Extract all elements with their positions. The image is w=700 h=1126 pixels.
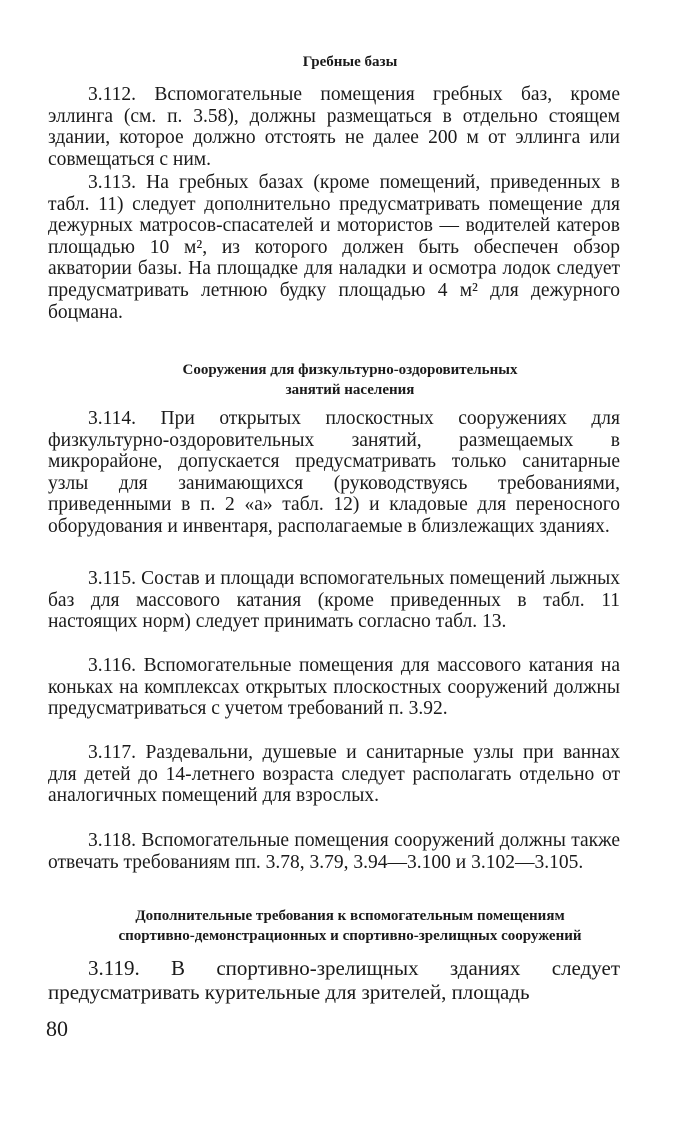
heading-line: Дополнительные требования к вспомогательным помещениям: [135, 908, 565, 924]
paragraph-3-118: [48, 830, 620, 873]
paragraph-3-116: [48, 655, 620, 720]
paragraph-text: На гребных базах (кроме помещений, приведенных в табл. 11) следует дополнительно предусматривать помещение для дежурных матросов-спасателей и мотористов — водителей катеров площадью 10 м², из которого должен быть обеспечен обзор акватории базы. На площадке для наладки и осмотра лодок следует предусматривать летнюю будку площадью 4 м² для дежурного боцмана.: [48, 172, 621, 323]
section-heading-rowing-bases: Гребные базы: [302, 54, 398, 70]
paragraph-text: При открытых плоскостных сооружениях для физкультурно-оздоровительных занятий, размещаемых в микрорайоне, допускается предусматривать только санитарные узлы для занимающихся (руководствуясь требованиями, приведенными в п. 2 «а» табл. 12) и кладовые для переносного оборудования и инвентаря, располагаемые в близлежащих зданиях.: [48, 408, 621, 537]
paragraph-number: 3.118.: [88, 830, 137, 851]
page-number: 80: [46, 1016, 68, 1041]
heading-line: Сооружения для физкультурно-оздоровительных: [182, 362, 518, 378]
paragraph-text: Вспомогательные помещения для массового катания на коньках на комплексах открытых плоскостных сооружений должны предусматриваться с учетом требований п. 3.92.: [48, 655, 620, 720]
paragraph-text: Вспомогательные помещения сооружений должны также отвечать требованиям пп. 3.78, 3.79, 3.94—3.100 и 3.102—3.105.: [48, 830, 620, 873]
paragraph-3-113: [48, 172, 620, 323]
paragraph-text: Состав и площади вспомогательных помещений лыжных баз для массового катания (кроме приведенных в табл. 11 настоящих норм) следует принимать согласно табл. 13.: [48, 568, 621, 633]
paragraph-number: 3.112.: [88, 84, 137, 105]
paragraph-3-114: [48, 408, 620, 538]
paragraph-3-119: [48, 956, 620, 1004]
paragraph-number: 3.115.: [88, 568, 137, 589]
paragraph-number: 3.117.: [88, 742, 137, 763]
paragraph-number: 3.119.: [88, 956, 140, 980]
section-heading-spectator-facilities: [30, 906, 670, 946]
paragraph-3-117: [48, 742, 620, 807]
paragraph-number: 3.114.: [88, 408, 137, 429]
paragraph-3-112: [48, 84, 620, 170]
paragraph-text: Вспомогательные помещения гребных баз, кроме эллинга (см. п. 3.58), должны размещаться в отдельно стоящем здании, которое должно отстоять не далее 200 м от эллинга или совмещаться с ним.: [48, 84, 621, 170]
paragraph-text: Раздевальни, душевые и санитарные узлы при ваннах для детей до 14-летнего возраста следует располагать отдельно от аналогичных помещений для взрослых.: [48, 742, 621, 807]
heading-line: спортивно-демонстрационных и спортивно-зрелищных сооружений: [118, 928, 582, 944]
heading-line: занятий населения: [285, 382, 415, 398]
paragraph-number: 3.116.: [88, 655, 137, 676]
paragraph-number: 3.113.: [88, 172, 137, 193]
section-heading-fitness-facilities: [30, 360, 670, 400]
paragraph-3-115: [48, 568, 620, 633]
paragraph-text: В спортивно-зрелищных зданиях следует предусматривать курительные для зрителей, площадь: [48, 956, 620, 1004]
